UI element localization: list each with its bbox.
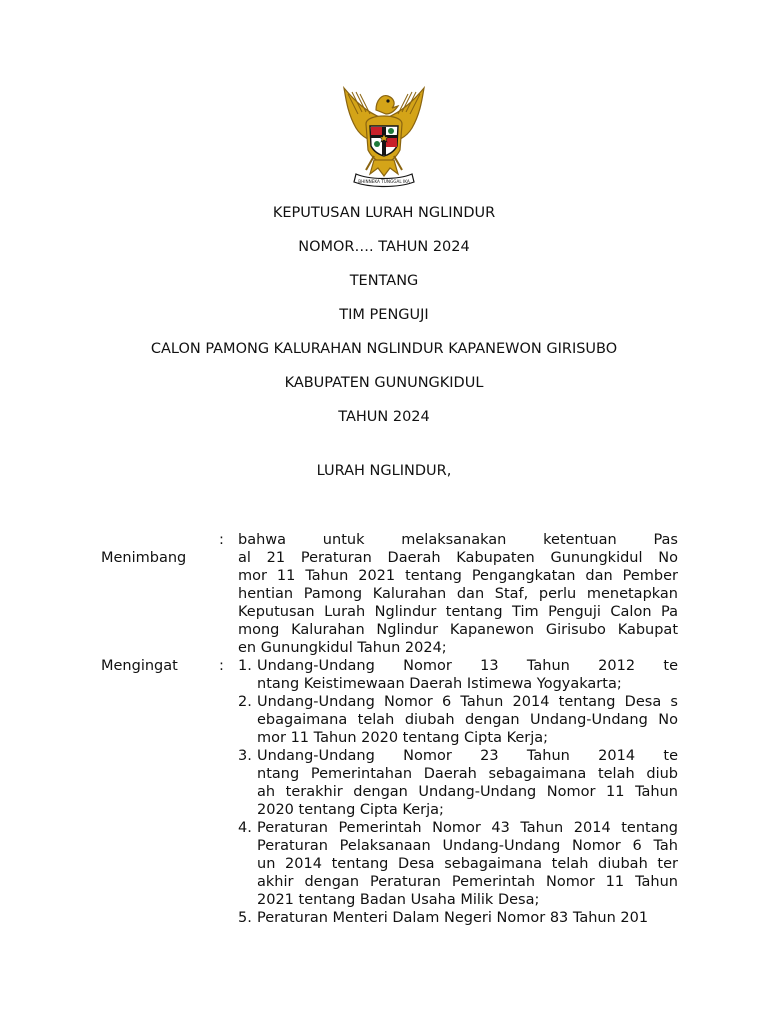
mengingat-label: Mengingat [101,658,178,674]
list-item-line: Undang-Undang Nomor 13 Tahun 2012 te [257,658,678,674]
menimbang-line: mong Kalurahan Nglindur Kapanewon Girisubo Kabupat [238,622,678,638]
menimbang-colon: : [219,532,224,548]
garuda-pancasila-emblem [336,84,432,188]
menimbang-label: Menimbang [101,550,187,566]
decree-title: KEPUTUSAN LURAH NGLINDUR [272,205,496,221]
menimbang-line: al 21 Peraturan Daerah Kabupaten Gunungkidul No [238,550,678,566]
list-item-line: ntang Keistimewaan Daerah Istimewa Yogyakarta; [257,676,622,692]
list-item-line: ntang Pemerintahan Daerah sebagaimana telah diub [257,766,678,782]
issuing-official: LURAH NGLINDUR, [316,463,452,479]
menimbang-line: bahwa untuk melaksanakan ketentuan Pas [238,532,678,548]
list-item-line: 2021 tentang Badan Usaha Milik Desa; [257,892,540,908]
decree-subject-line-4: TAHUN 2024 [338,409,430,425]
list-item-number: 4. [238,820,252,836]
menimbang-line: Keputusan Lurah Nglindur tentang Tim Penguji Calon Pa [238,604,678,620]
menimbang-line: en Gunungkidul Tahun 2024; [238,640,447,656]
list-item-line: Undang-Undang Nomor 6 Tahun 2014 tentang Desa s [257,694,678,710]
emblem-motto: BHINNEKA TUNGGAL IKA [358,179,410,184]
decree-subject-line-3: KABUPATEN GUNUNGKIDUL [284,375,484,391]
mengingat-colon: : [219,658,224,674]
list-item-line: Peraturan Pemerintah Nomor 43 Tahun 2014 tentang [257,820,678,836]
list-item-number: 3. [238,748,252,764]
decree-about: TENTANG [349,273,419,289]
decree-subject-line-1: TIM PENGUJI [339,307,429,323]
decree-subject-line-2: CALON PAMONG KALURAHAN NGLINDUR KAPANEWON GIRISUBO [150,341,618,357]
decree-number: NOMOR…. TAHUN 2024 [298,239,470,255]
list-item-line: un 2014 tentang Desa sebagaimana telah diubah ter [257,856,678,872]
list-item-line: mor 11 Tahun 2020 tentang Cipta Kerja; [257,730,549,746]
menimbang-line: hentian Pamong Kalurahan dan Staf, perlu menetapkan [238,586,678,602]
menimbang-line: mor 11 Tahun 2021 tentang Pengangkatan dan Pember [238,568,678,584]
list-item-line: Peraturan Pelaksanaan Undang-Undang Nomor 6 Tah [257,838,678,854]
list-item-number: 1. [238,658,252,674]
list-item-number: 5. [238,910,252,926]
list-item-number: 2. [238,694,252,710]
list-item-line: Peraturan Menteri Dalam Negeri Nomor 83 Tahun 201 [257,910,649,926]
list-item-line: ebagaimana telah diubah dengan Undang-Undang No [257,712,678,728]
list-item-line: ah terakhir dengan Undang-Undang Nomor 11 Tahun [257,784,678,800]
list-item-line: 2020 tentang Cipta Kerja; [257,802,444,818]
list-item-line: Undang-Undang Nomor 23 Tahun 2014 te [257,748,678,764]
list-item-line: akhir dengan Peraturan Pemerintah Nomor 11 Tahun [257,874,678,890]
